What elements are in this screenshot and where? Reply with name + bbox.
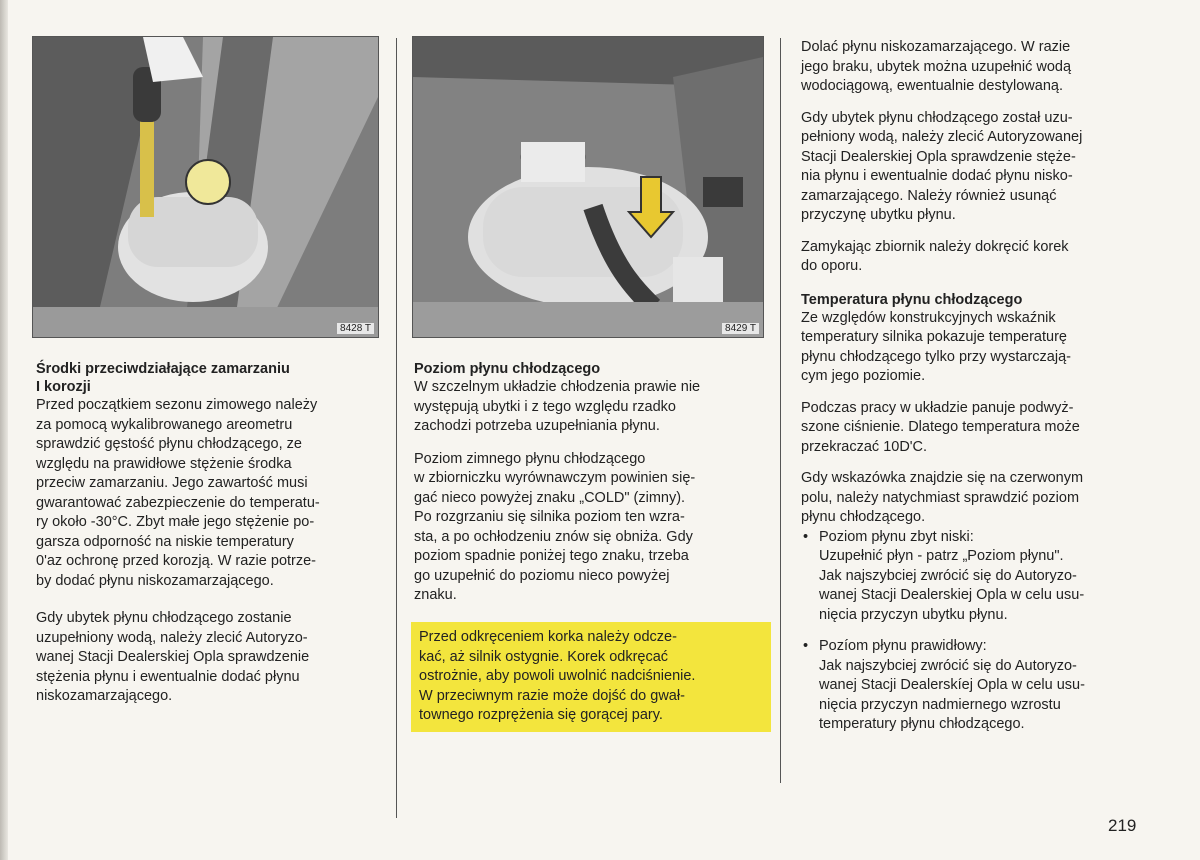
column-rule [780,38,781,783]
paragraph: Dolać płynu niskozamarzającego. W razie jego braku, ubytek można uzupełnić wodą wodociągową, ewentualnie destylowaną. [801,39,1072,94]
warning-text: Przed odkręceniem korka należy odcze- kać, aż silnik ostygnie. Korek odkręcać ostrożnie, aby powoli uwolnić nadciśnienie. W przeciwnym razie może dojść do gwał- townego rozprężenia się gorącej pary. [419,629,696,723]
bullet-mark: • [803,638,809,654]
section-heading: Poziom płynu chłodzącego [414,361,601,377]
paragraph: Poziom zimnego płynu chłodzącego w zbiorniczku wyrównawczym powinien się- gać nieco powyżej znaku „COLD" (zimny). Po rozgrzaniu się silnika poziom ten wzra- sta, a po ochłodzeniu znów się obniża. Gdy poziom spadnie poniżej tego znaku, trzeba go uzupełnić do poziomu nieco powyżej znaku. [414,450,696,603]
section-heading: Środki przeciwdziałające zamarzaniu I korozji [36,361,290,395]
paragraph: Podczas pracy w układzie panuje podwyż- szone ciśnienie. Dlatego temperatura może przekraczać 10D'C. [801,399,1080,455]
page-number: 219 [1108,816,1137,835]
paragraph: Gdy ubytek płynu chłodzącego zostanie uzupełniony wodą, należy zlecić Autoryzo- wanej Stacji Dealerskiej Opla sprawdzenie stężenia płynu i ewentualnie dodać płynu niskozamarzającego. [36,610,310,704]
warning-box [411,622,771,732]
paragraph: Ze względów konstrukcyjnych wskaźnik temperatury silnika pokazuje temperaturę płynu chłodzącego tylko przy wystarczają- cym jego poziomie. [801,309,1071,384]
paragraph: Gdy wskazówka znajdzie się na czerwonym polu, należy natychmiast sprawdzić poziom płynu chłodzącego. [801,470,1084,525]
column-right [801,38,1146,735]
hydrometer-illustration [33,37,378,337]
paragraph: Zamykając zbiornik należy dokręcić korek do oporu. [801,238,1069,274]
bullet-item: • Poziom płynu zbyt niski: Uzupełnić płyn - patrz „Poziom płynu". Jak najszybciej zwrócić się do Autoryzo- wanej Stacji Dealerskiej Opla w celu usu- nięcia przyczyn ubytku płynu. [803,528,1085,623]
coolant-tank-photo [412,36,764,338]
figure-code: 8429 T [722,323,759,334]
section-heading: Temperatura płynu chłodzącego [801,291,1023,308]
column-left [36,360,381,707]
paragraph: W szczelnym układzie chłodzenia prawie nie występują ubytki i z tego względu rzadko zachodzi potrzeba uzupełniania płynu. [414,379,701,434]
column-middle [414,360,764,606]
coolant-tank-illustration [413,37,763,337]
bullet-item: • Pozíom płynu prawidłowy: Jak najszybciej zwrócić się do Autoryzo- wanej Stacji Dealerskíej Opla w celu usu- nięcia przyczyn nadmiernego wzrostu temperatury płynu chłodzącego. [803,638,1085,732]
page-edge [0,0,8,860]
paragraph: Gdy ubytek płynu chłodzącego został uzu- pełniony wodą, należy zlecić Autoryzowanej Stacji Dealerskiej Opla sprawdzenie stęże- nia płynu i ewentualnie dodać płynu nisko- zamarzającego. Należy również usunąć przyczynę ubytku płynu. [801,109,1083,223]
hydrometer-photo [32,36,379,338]
figure-code: 8428 T [337,323,374,334]
bullet-mark: • [803,528,809,545]
paragraph: Przed początkiem sezonu zimowego należy za pomocą wykalibrowanego areometru sprawdzić gęstość płynu chłodzącego, ze względu na prawidłowe stężenie środka przeciw zamarzaniu. Jego zawartość musi gwarantować zabezpieczenie do temperatu- ry około -30°C. Zbyt małe jego stężenie po- garsza odporność na niskie temperatury 0'az ochronę przed korozją. W razie potrze- by dodać płynu niskozamarzającego. [36,397,320,589]
column-rule [396,38,397,818]
